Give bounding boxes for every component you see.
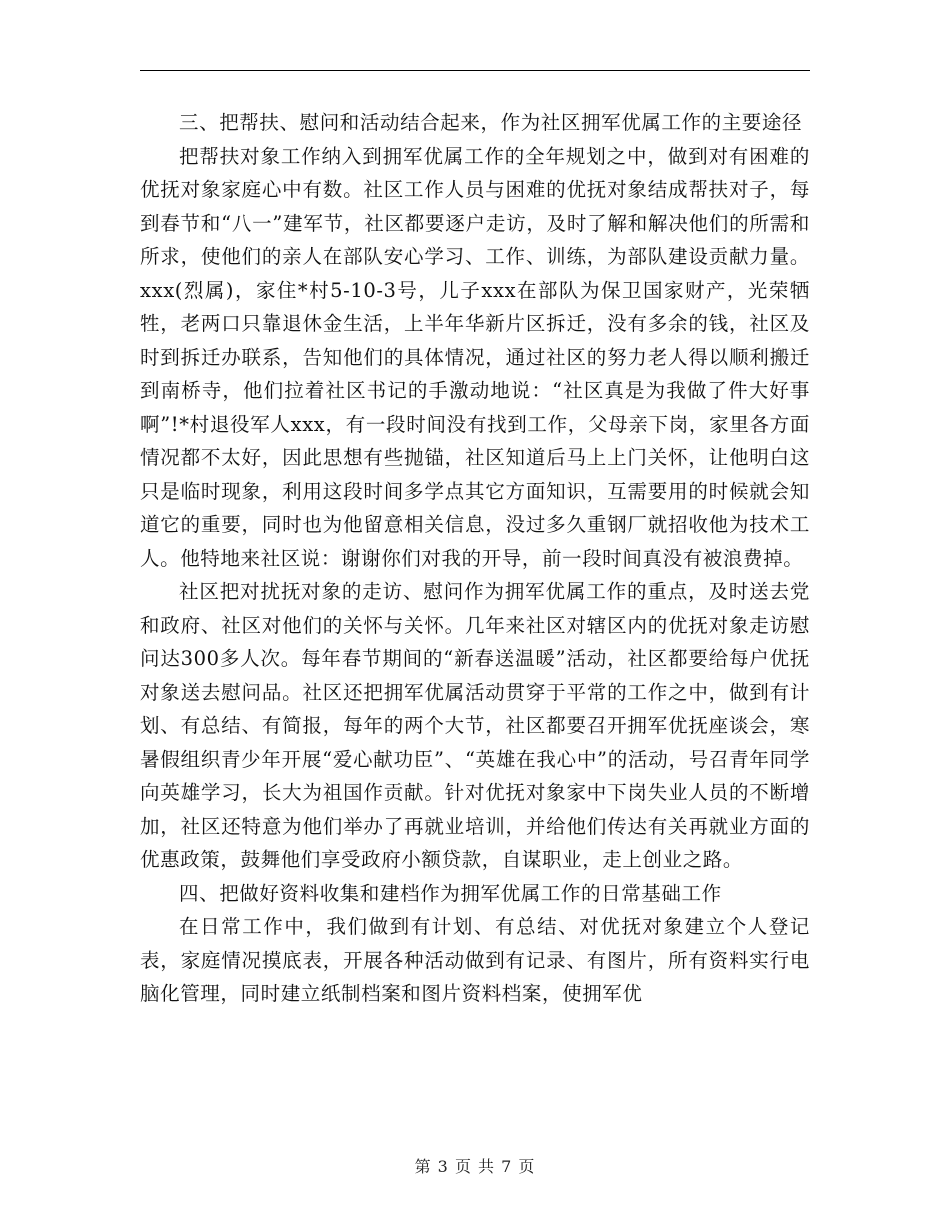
paragraph-assistance: 把帮扶对象工作纳入到拥军优属工作的全年规划之中，做到对有困难的优抚对象家庭心中有数。社区工作人员与困难的优抚对象结成帮扶对子，每到春节和“八一”建军节，社区都要逐户走访，及时了解和解决他们的所需和所求，使他们的亲人在部队安心学习、工作、训练，为部队建设贡献力量。xxx(烈属)，家住*村5-10-3号，儿子xxx在部队为保卫国家财产，光荣牺牲，老两口只靠退休金生活，上半年华新片区拆迁，没有多余的钱，社区及时到拆迁办联系，告知他们的具体情况，通过社区的努力老人得以顺利搬迁到南桥寺，他们拉着社区书记的手激动地说：“社区真是为我做了件大好事啊”!*村退役军人xxx，有一段时间没有找到工作，父母亲下岗，家里各方面情况都不太好，因此思想有些抛锚，社区知道后马上上门关怀，让他明白这只是临时现象，利用这段时间多学点其它方面知识，互需要用的时候就会知道它的重要，同时也为他留意相关信息，没过多久重钢厂就招收他为技术工人。他特地来社区说：谢谢你们对我的开导，前一段时间真没有被浪费掉。 (140, 144, 810, 570)
paragraph-records: 在日常工作中，我们做到有计划、有总结、对优抚对象建立个人登记表，家庭情况摸底表，开展各种活动做到有记录、有图片，所有资料实行电脑化管理，同时建立纸制档案和图片资料档案，使拥军优 (140, 915, 810, 1005)
section-heading-three: 三、把帮扶、慰问和活动结合起来，作为社区拥军优属工作的主要途径 (179, 111, 803, 134)
document-body (140, 106, 810, 1011)
header-rule (140, 70, 810, 71)
page-number-footer: 第 3 页 共 7 页 (414, 1157, 536, 1176)
paragraph-visits: 社区把对扰抚对象的走访、慰问作为拥军优属工作的重点，及时送去党和政府、社区对他们的关怀与关怀。几年来社区对辖区内的优抚对象走访慰问达300多人次。每年春节期间的“新春送温暖”活动，社区都要给每户优抚对象送去慰问品。社区还把拥军优属活动贯穿于平常的工作之中，做到有计划、有总结、有简报，每年的两个大节，社区都要召开拥军优抚座谈会，寒暑假组织青少年开展“爱心献功臣”、“英雄在我心中”的活动，号召青年同学向英雄学习，长大为祖国作贡献。针对优抚对象家中下岗失业人员的不断增加，社区还特意为他们举办了再就业培训，并给他们传达有关再就业方面的优惠政策，鼓舞他们享受政府小额贷款，自谋职业，走上创业之路。 (140, 580, 810, 871)
section-heading-four: 四、把做好资料收集和建档作为拥军优属工作的日常基础工作 (179, 881, 722, 905)
